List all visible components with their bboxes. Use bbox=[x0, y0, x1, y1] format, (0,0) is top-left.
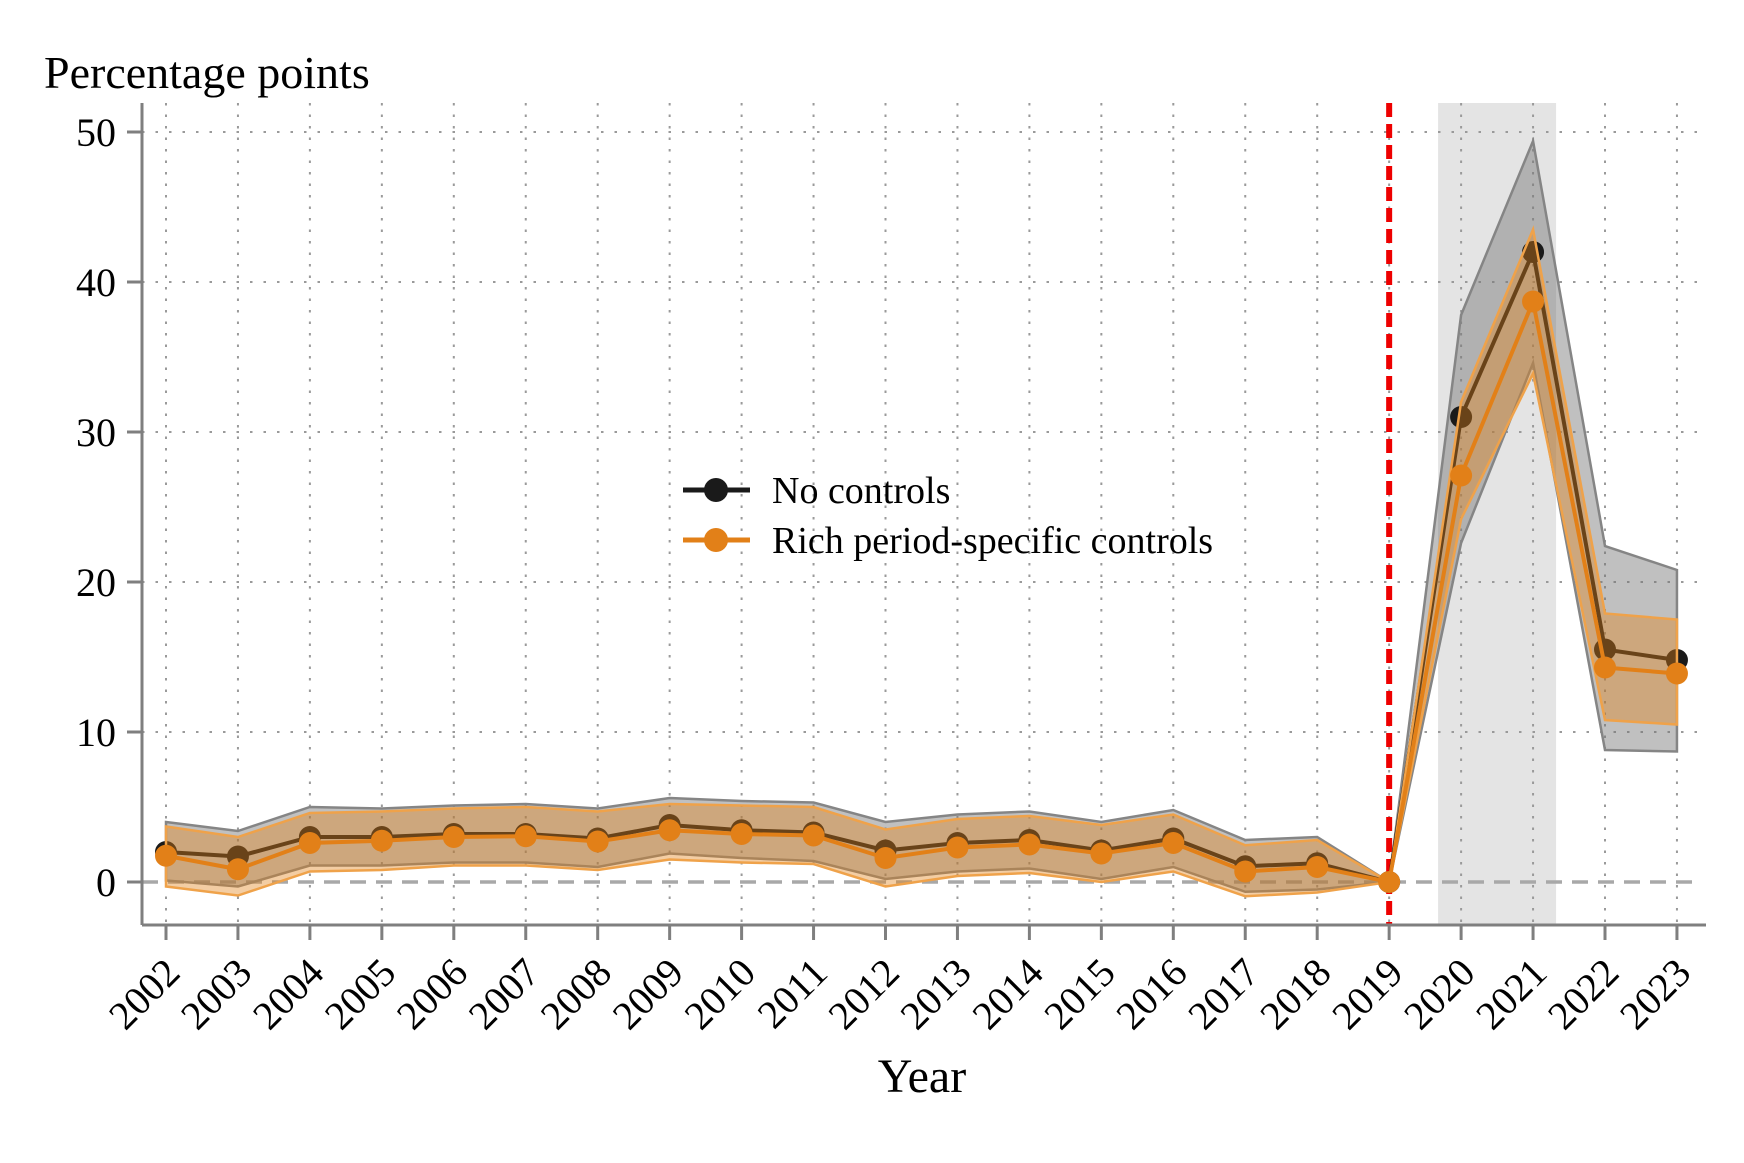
data-point-rich-controls bbox=[803, 825, 825, 847]
legend-marker-dot-no-controls bbox=[704, 478, 728, 502]
data-point-rich-controls bbox=[1666, 663, 1688, 685]
legend-label-no-controls: No controls bbox=[772, 470, 951, 512]
data-point-rich-controls bbox=[1018, 834, 1040, 856]
x-tick-label: 2011 bbox=[748, 949, 836, 1037]
x-tick-label: 2014 bbox=[963, 949, 1052, 1038]
data-point-rich-controls bbox=[227, 858, 249, 880]
data-point-rich-controls bbox=[1450, 465, 1472, 487]
data-point-rich-controls bbox=[299, 832, 321, 854]
legend-label-rich-controls: Rich period-specific controls bbox=[772, 520, 1214, 562]
x-tick-label: 2004 bbox=[243, 949, 333, 1038]
data-point-rich-controls bbox=[1090, 843, 1112, 865]
x-tick-label: 2022 bbox=[1538, 949, 1628, 1038]
x-tick-label: 2002 bbox=[99, 949, 189, 1038]
data-point-rich-controls bbox=[731, 823, 753, 845]
data-point-rich-controls bbox=[371, 830, 393, 852]
x-tick-label: 2006 bbox=[387, 949, 477, 1038]
y-tick-label: 40 bbox=[76, 260, 116, 305]
x-tick-label: 2019 bbox=[1323, 949, 1412, 1038]
x-tick-label: 2007 bbox=[459, 949, 549, 1038]
x-tick-label: 2010 bbox=[675, 949, 764, 1038]
x-tick-label: 2013 bbox=[891, 949, 980, 1038]
data-point-rich-controls bbox=[443, 826, 465, 848]
x-tick-label: 2003 bbox=[171, 949, 261, 1038]
data-point-rich-controls bbox=[1306, 856, 1328, 878]
y-tick-label: 30 bbox=[76, 410, 116, 455]
x-tick-label: 2021 bbox=[1467, 949, 1556, 1038]
x-tick-label: 2009 bbox=[603, 949, 693, 1038]
chart-title: Percentage points bbox=[44, 47, 370, 98]
x-tick-label: 2008 bbox=[531, 949, 621, 1038]
data-point-rich-controls bbox=[155, 845, 177, 867]
data-point-rich-controls bbox=[659, 819, 681, 841]
x-tick-label: 2020 bbox=[1395, 949, 1484, 1038]
y-tick-label: 50 bbox=[76, 110, 116, 155]
data-point-rich-controls bbox=[587, 831, 609, 853]
data-point-rich-controls bbox=[875, 847, 897, 869]
x-tick-label: 2016 bbox=[1107, 949, 1196, 1038]
y-tick-label: 0 bbox=[96, 860, 116, 905]
data-point-rich-controls bbox=[1234, 861, 1256, 883]
data-point-rich-controls bbox=[1378, 871, 1400, 893]
x-tick-label: 2005 bbox=[315, 949, 405, 1038]
x-axis-label: Year bbox=[877, 1050, 967, 1103]
y-tick-label: 20 bbox=[76, 560, 116, 605]
data-point-rich-controls bbox=[515, 825, 537, 847]
x-tick-label: 2012 bbox=[819, 949, 908, 1038]
x-tick-label: 2017 bbox=[1179, 949, 1268, 1038]
y-tick-label: 10 bbox=[76, 710, 116, 755]
legend-marker-dot-rich-controls bbox=[704, 528, 728, 552]
x-tick-label: 2015 bbox=[1035, 949, 1124, 1038]
legend bbox=[683, 470, 1213, 562]
data-point-rich-controls bbox=[1162, 832, 1184, 854]
x-tick-label: 2023 bbox=[1610, 949, 1700, 1038]
data-point-rich-controls bbox=[1594, 657, 1616, 679]
data-point-rich-controls bbox=[1522, 291, 1544, 313]
x-tick-label: 2018 bbox=[1251, 949, 1340, 1038]
data-point-rich-controls bbox=[946, 837, 968, 859]
